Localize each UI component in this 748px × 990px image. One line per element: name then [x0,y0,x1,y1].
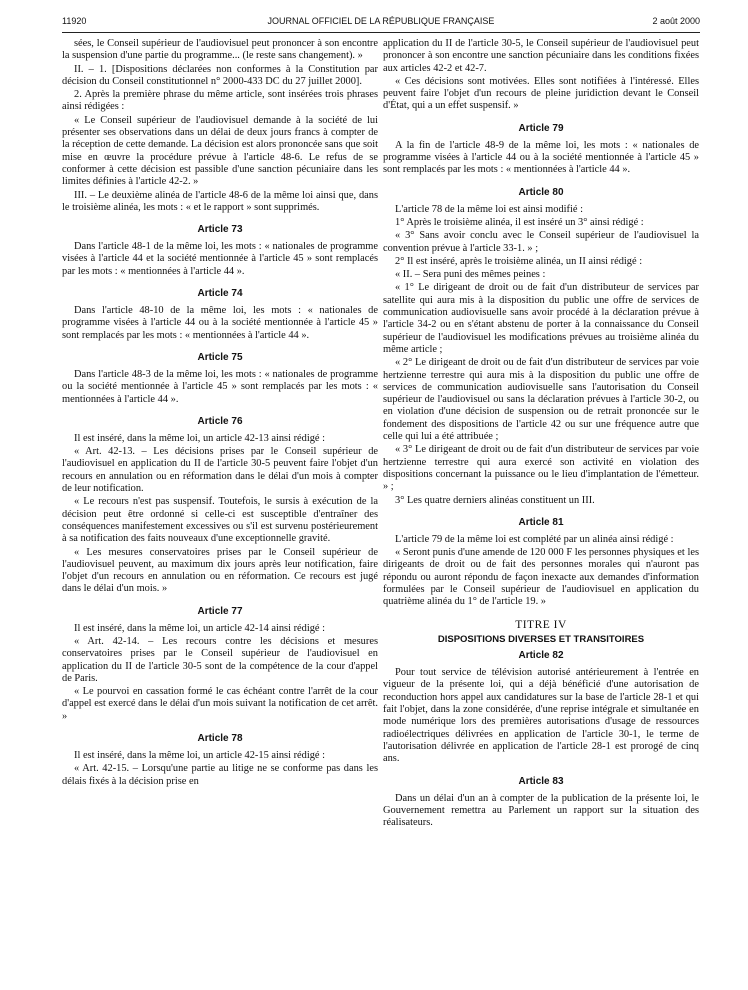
paragraph: Il est inséré, dans la même loi, un article 42-13 ainsi rédigé : [74,432,326,444]
article-heading: Article 83 [518,775,564,787]
paragraph: « Les mesures conservatoires prises par le Conseil supérieur de l'audiovisuel peuvent, au maximum dix jours après leur notification, faire l'objet d'un recours en annulation ou en réformation. Ce recours est jugé dans le délai d'un mois. » [62,546,378,595]
journal-title: JOURNAL OFFICIEL DE LA RÉPUBLIQUE FRANÇAISE [267,16,495,26]
left-column [62,38,378,974]
article-heading: Article 76 [197,415,243,427]
paragraph: II. – 1. [Dispositions déclarées non conformes à la Constitution par décision du Conseil constitutionnel n° 2000-433 DC du 27 juillet 2000]. [62,63,378,87]
paragraph: A la fin de l'article 48-9 de la même loi, les mots : « nationales de programme visées à l'article 44 ou à la société mentionnée à l'article 45 » sont remplacés par les mots : « mentionnées à l'article 44 ». [383,139,699,176]
article-heading: Article 79 [518,122,564,134]
paragraph: « Art. 42-15. – Lorsqu'une partie au litige ne se conforme pas dans les délais fixés à la décision prise en [62,763,378,787]
paragraph: application du II de l'article 30-5, le Conseil supérieur de l'audiovisuel peut prononcer à son encontre une sanction pécuniaire dans les conditions fixées aux articles 42-2 et 42-7. [383,38,699,74]
article-heading: Article 80 [518,186,564,198]
paragraph: sées, le Conseil supérieur de l'audiovisuel peut prononcer à son encontre la suspension d'une partie du programme... (le reste sans changement). » [62,38,378,62]
article-heading: Article 74 [197,288,243,300]
article-heading: Article 75 [197,351,243,363]
header-rule [62,32,700,33]
paragraph: 2° Il est inséré, après le troisième alinéa, un II ainsi rédigé : [395,255,643,267]
paragraph: Dans l'article 48-10 de la même loi, les mots : « nationales de programme visées à l'article 44 ou à la société mentionnée à l'article 45 » sont remplacés par les mots : « mentionnées à l'article 44 ». [62,305,378,341]
paragraph: III. – Le deuxième alinéa de l'article 48-6 de la même loi ainsi que, dans le troisième alinéa, les mots : « et le rapport » sont supprimés. [62,189,378,213]
right-column [383,38,699,974]
article-heading: Article 77 [197,605,243,617]
paragraph: « 3° Le dirigeant de droit ou de fait d'un distributeur de services par voie hertzienne terrestre qui aura exercé son activité en violation des dispositions concernant la puissance ou le lieu d'implantation de l'émetteur. » ; [383,444,699,493]
paragraph: « II. – Sera puni des mêmes peines : [395,269,546,281]
issue-date: 2 août 2000 [652,16,700,26]
paragraph: « 1° Le dirigeant de droit ou de fait d'un distributeur de services par satellite qui aura mis à la disposition du public une offre de services de communication audiovisuelle sans avoir procédé à la déclaration prévue à l'article 34-2 ou en s'étant abstenu de porter à la connaissance du Conseil supérieur de l'audiovisuel les modifications prévues au troisième alinéa du même article ; [383,282,699,355]
article-heading: Article 81 [518,516,564,528]
paragraph: « Le recours n'est pas suspensif. Toutefois, le sursis à exécution de la décision peut être ordonné si celle-ci est susceptible d'entraîner des conséquences manifestement excessives ou s'il est survenu postérieurement à sa notification des faits nouveaux d'une exceptionnelle gravité. [62,496,378,545]
paragraph: « Ces décisions sont motivées. Elles sont notifiées à l'intéressé. Elles peuvent faire l'objet d'un recours de pleine juridiction devant le Conseil d'État, qui a un effet suspensif. » [383,75,699,112]
paragraph: Il est inséré, dans la même loi, un article 42-15 ainsi rédigé : [74,750,326,762]
paragraph: « Le pourvoi en cassation formé le cas échéant contre l'arrêt de la cour d'appel est exercé dans le délai d'un mois suivant la notification de cet arrêt. » [62,686,378,722]
paragraph: Dans l'article 48-1 de la même loi, les mots : « nationales de programme visées à l'article 44 et la société mentionnée à l'article 45 » sont remplacés par les mots : « mentionnées à l'article 44 ». [62,241,378,277]
paragraph: « 3° Sans avoir conclu avec le Conseil supérieur de l'audiovisuel la convention prévue à l'article 33-1. » ; [383,230,699,254]
page-header [62,14,700,28]
paragraph: « Art. 42-13. – Les décisions prises par le Conseil supérieur de l'audiovisuel en application du II de l'article 30-5 peuvent faire l'objet d'un recours en annulation ou en réformation dans le délai d'un mois à compter de leur notification. [62,446,378,495]
paragraph: Pour tout service de télévision autorisé antérieurement à l'entrée en vigueur de la présente loi, qui a déjà bénéficié d'une autorisation de reconduction hors appel aux candidatures sur la base de l'article 28-1 et qui fait l'objet, dans la zone considérée, d'une reprise intégrale et simultanée en mode numérique lors des premières autorisations d'usage de ressources radioélectriques délivrées en application de l'article 30-1, le terme de l'autorisation délivrée en application de l'article 28-1 est prorogé de cinq ans. [383,667,699,765]
article-heading: Article 73 [197,224,243,236]
paragraph: 2. Après la première phrase du même article, sont insérées trois phrases ainsi rédigées : [62,89,378,113]
paragraph: 3° Les quatre derniers alinéas constituent un III. [395,494,595,506]
article-heading: Article 78 [197,733,243,745]
paragraph: Il est inséré, dans la même loi, un article 42-14 ainsi rédigé : [74,622,326,634]
paragraph: 1° Après le troisième alinéa, il est inséré un 3° ainsi rédigé : [395,216,644,228]
paragraph: L'article 79 de la même loi est complété par un alinéa ainsi rédigé : [395,533,674,545]
paragraph: « Le Conseil supérieur de l'audiovisuel demande à la société de lui présenter ses observations dans un délai de deux jours francs à compter de la réception de cette demande. La décision est alors prononcée sans que soit mise en œuvre la procédure prévue à l'article 48-6. Le refus de se conformer à cette décision est passible d'une sanction pécuniaire dans les limites définies à l'article 42-2. » [62,114,378,188]
paragraph: « Art. 42-14. – Les recours contre les décisions et mesures conservatoires prises par le Conseil supérieur de l'audiovisuel en application du II de l'article 30-5 sont de la compétence de la cour d'appel de Paris. [62,635,378,684]
title-heading: TITRE IV [515,618,567,631]
paragraph: L'article 78 de la même loi est ainsi modifié : [395,203,583,215]
paragraph: « 2° Le dirigeant de droit ou de fait d'un distributeur de services par voie hertzienne terrestre qui aura mis à la disposition du public une offre de services de communication audiovisuelle sans l'autorisation du Conseil supérieur de l'audiovisuel ou sans la déclaration prévues à l'article 30-2, ou en violation d'une décision de suspension ou de retrait prononcée sur le fondement des dispositions de l'article 42 ou sur une fréquence autre que celle qui lui a été attribuée ; [383,357,699,443]
title-subheading: DISPOSITIONS DIVERSES ET TRANSITOIRES [437,633,645,645]
page-number: 11920 [62,16,87,26]
paragraph: Dans l'article 48-3 de la même loi, les mots : « nationales de programme ou la société mentionnée à l'article 45 » sont remplacés par les mots : « mentionnées à l'article 44 ». [62,368,378,405]
paragraph: « Seront punis d'une amende de 120 000 F les personnes physiques et les dirigeants de droit ou de fait des personnes morales qui n'auront pas répondu ou auront répondu de façon inexacte aux demandes d'information formulées par le Conseil supérieur de l'audiovisuel en application du quatrième alinéa du 1° de l'article 19. » [383,547,699,608]
paragraph: Dans un délai d'un an à compter de la publication de la présente loi, le Gouvernement remettra au Parlement un rapport sur la situation des réalisateurs. [383,792,699,829]
article-heading: Article 82 [518,650,564,662]
